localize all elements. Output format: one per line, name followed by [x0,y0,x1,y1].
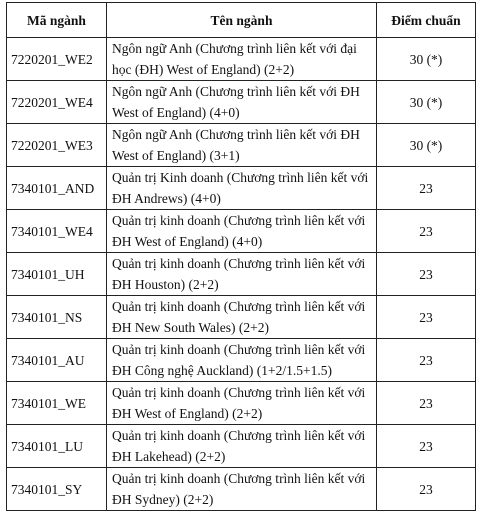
admission-scores-sheet [6,2,475,511]
table-row [7,81,476,124]
benchmark-score-cell: 30 (*) [377,38,476,81]
benchmark-score-cell: 23 [377,253,476,296]
major-name-cell: Quản trị Kinh doanh (Chương trình liên kết với ĐH Andrews) (4+0) [107,167,377,210]
major-code-cell: 7340101_WE [7,382,107,425]
major-code-cell: 7220201_WE4 [7,81,107,124]
major-code-cell: 7340101_NS [7,296,107,339]
major-name-cell: Quản trị kinh doanh (Chương trình liên kết với ĐH Sydney) (2+2) [107,468,377,511]
table-row [7,210,476,253]
major-code-cell: 7340101_UH [7,253,107,296]
major-name-cell: Ngôn ngữ Anh (Chương trình liên kết với ĐH West of England) (4+0) [107,81,377,124]
header-major-name: Tên ngành [107,3,377,38]
major-name-cell: Quản trị kinh doanh (Chương trình liên kết với ĐH Houston) (2+2) [107,253,377,296]
major-name-cell: Ngôn ngữ Anh (Chương trình liên kết với đại học (ĐH) West of England) (2+2) [107,38,377,81]
major-name-cell: Quản trị kinh doanh (Chương trình liên kết với ĐH West of England) (4+0) [107,210,377,253]
table-row [7,468,476,511]
benchmark-score-cell: 23 [377,468,476,511]
benchmark-score-cell: 23 [377,296,476,339]
major-code-cell: 7220201_WE2 [7,38,107,81]
major-code-cell: 7340101_AND [7,167,107,210]
major-code-cell: 7340101_WE4 [7,210,107,253]
table-row [7,38,476,81]
major-name-cell: Quản trị kinh doanh (Chương trình liên kết với ĐH West of England) (2+2) [107,382,377,425]
major-name-cell: Quản trị kinh doanh (Chương trình liên kết với ĐH New South Wales) (2+2) [107,296,377,339]
table-row [7,425,476,468]
table-row [7,382,476,425]
header-major-code: Mã ngành [7,3,107,38]
table-row [7,167,476,210]
major-name-cell: Quản trị kinh doanh (Chương trình liên kết với ĐH Công nghệ Auckland) (1+2/1.5+1.5) [107,339,377,382]
benchmark-score-cell: 23 [377,210,476,253]
major-code-cell: 7340101_SY [7,468,107,511]
major-name-cell: Quản trị kinh doanh (Chương trình liên kết với ĐH Lakehead) (2+2) [107,425,377,468]
benchmark-score-cell: 23 [377,425,476,468]
benchmark-score-cell: 23 [377,167,476,210]
header-benchmark-score: Điểm chuẩn [377,3,476,38]
table-row [7,339,476,382]
table-body [7,38,476,511]
table-row [7,253,476,296]
major-code-cell: 7220201_WE3 [7,124,107,167]
benchmark-score-cell: 23 [377,382,476,425]
admission-scores-table [6,2,476,511]
table-row [7,296,476,339]
table-header [7,3,476,38]
benchmark-score-cell: 23 [377,339,476,382]
major-name-cell: Ngôn ngữ Anh (Chương trình liên kết với ĐH West of England) (3+1) [107,124,377,167]
table-row [7,124,476,167]
header-row [7,3,476,38]
benchmark-score-cell: 30 (*) [377,124,476,167]
major-code-cell: 7340101_AU [7,339,107,382]
benchmark-score-cell: 30 (*) [377,81,476,124]
major-code-cell: 7340101_LU [7,425,107,468]
